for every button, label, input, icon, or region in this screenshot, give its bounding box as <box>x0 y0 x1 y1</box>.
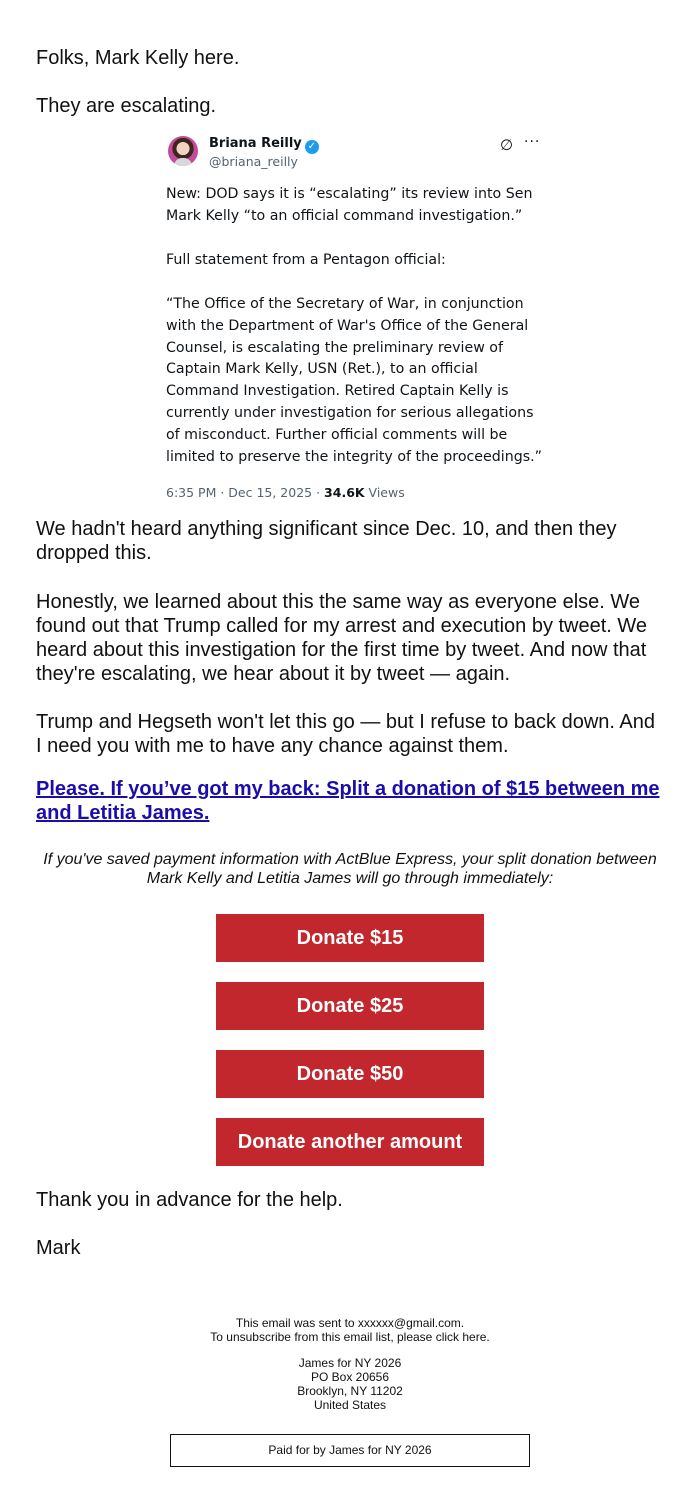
body-paragraph: Honestly, we learned about this the same way as everyone else. We found out that Trump called for my arrest and execution by tweet. We heard about this investigation for the first time by tweet. And now that they're escalating, we hear about it by tweet — again. <box>36 591 648 685</box>
views-label: Views <box>364 484 405 500</box>
footer-address-line: Brooklyn, NY 11202 <box>297 1384 403 1398</box>
verified-badge-icon: ✓ <box>305 140 319 154</box>
author-avatar[interactable] <box>168 136 198 166</box>
donate-split-link[interactable]: Please. If you’ve got my back: Split a donation of $15 between me and Letitia James. <box>36 778 660 824</box>
donate-other-amount-button[interactable]: Donate another amount <box>216 1118 484 1166</box>
tweet-timestamp[interactable]: 6:35 PM · Dec 15, 2025 · <box>166 484 325 500</box>
more-options-icon[interactable]: ··· <box>524 134 541 150</box>
embedded-tweet[interactable] <box>166 134 546 500</box>
tweet-paragraph: New: DOD says it is “escalating” its review into Sen Mark Kelly “to an official command investigation.” <box>166 186 533 224</box>
donate-25-button[interactable]: Donate $25 <box>216 982 484 1030</box>
footer-address-line: United States <box>313 1398 387 1412</box>
tweet-header <box>166 134 546 174</box>
intro-line: They are escalating. <box>36 95 217 117</box>
author-handle[interactable]: @briana_reilly <box>209 154 298 169</box>
greeting: Folks, Mark Kelly here. <box>36 47 240 69</box>
footer-sent-to: This email was sent to xxxxxx@gmail.com. <box>235 1316 465 1330</box>
donate-50-button[interactable]: Donate $50 <box>216 1050 484 1098</box>
unsubscribe-link[interactable]: To unsubscribe from this email list, please click here. <box>210 1330 490 1344</box>
footer-address-line: PO Box 20656 <box>310 1370 390 1384</box>
body-paragraph: We hadn't heard anything significant since Dec. 10, and then they dropped this. <box>36 518 617 564</box>
views-count: 34.6K <box>324 484 365 500</box>
body-paragraph: Trump and Hegseth won't let this go — but I refuse to back down. And I need you with me to have any chance against them. <box>36 711 655 757</box>
tweet-meta <box>166 485 546 500</box>
tweet-paragraph: Full statement from a Pentagon official: <box>166 251 446 268</box>
closing-line: Thank you in advance for the help. <box>36 1189 343 1211</box>
tweet-paragraph: “The Office of the Secretary of War, in conjunction with the Department of War's Office of the General Counsel, is escalating the preliminary review of Captain Mark Kelly, USN (Ret.), to an official Command Investigation. Retired Captain Kelly is currently under investigation for serious allegations of misconduct. Further official comments will be limited to preserve the integrity of the proceedings.” <box>166 295 542 466</box>
donate-15-button[interactable]: Donate $15 <box>216 914 484 962</box>
footer-address-line: James for NY 2026 <box>298 1356 402 1370</box>
grok-icon[interactable]: ∅ <box>500 136 514 154</box>
actblue-note: If you've saved payment information with ActBlue Express, your split donation between Mark Kelly and Letitia James will go through immediately: <box>43 851 657 887</box>
signature: Mark <box>36 1237 81 1259</box>
tweet-text <box>166 184 546 469</box>
paid-for-disclaimer: Paid for by James for NY 2026 <box>170 1434 530 1467</box>
author-name[interactable]: Briana Reilly ✓ <box>209 136 319 154</box>
